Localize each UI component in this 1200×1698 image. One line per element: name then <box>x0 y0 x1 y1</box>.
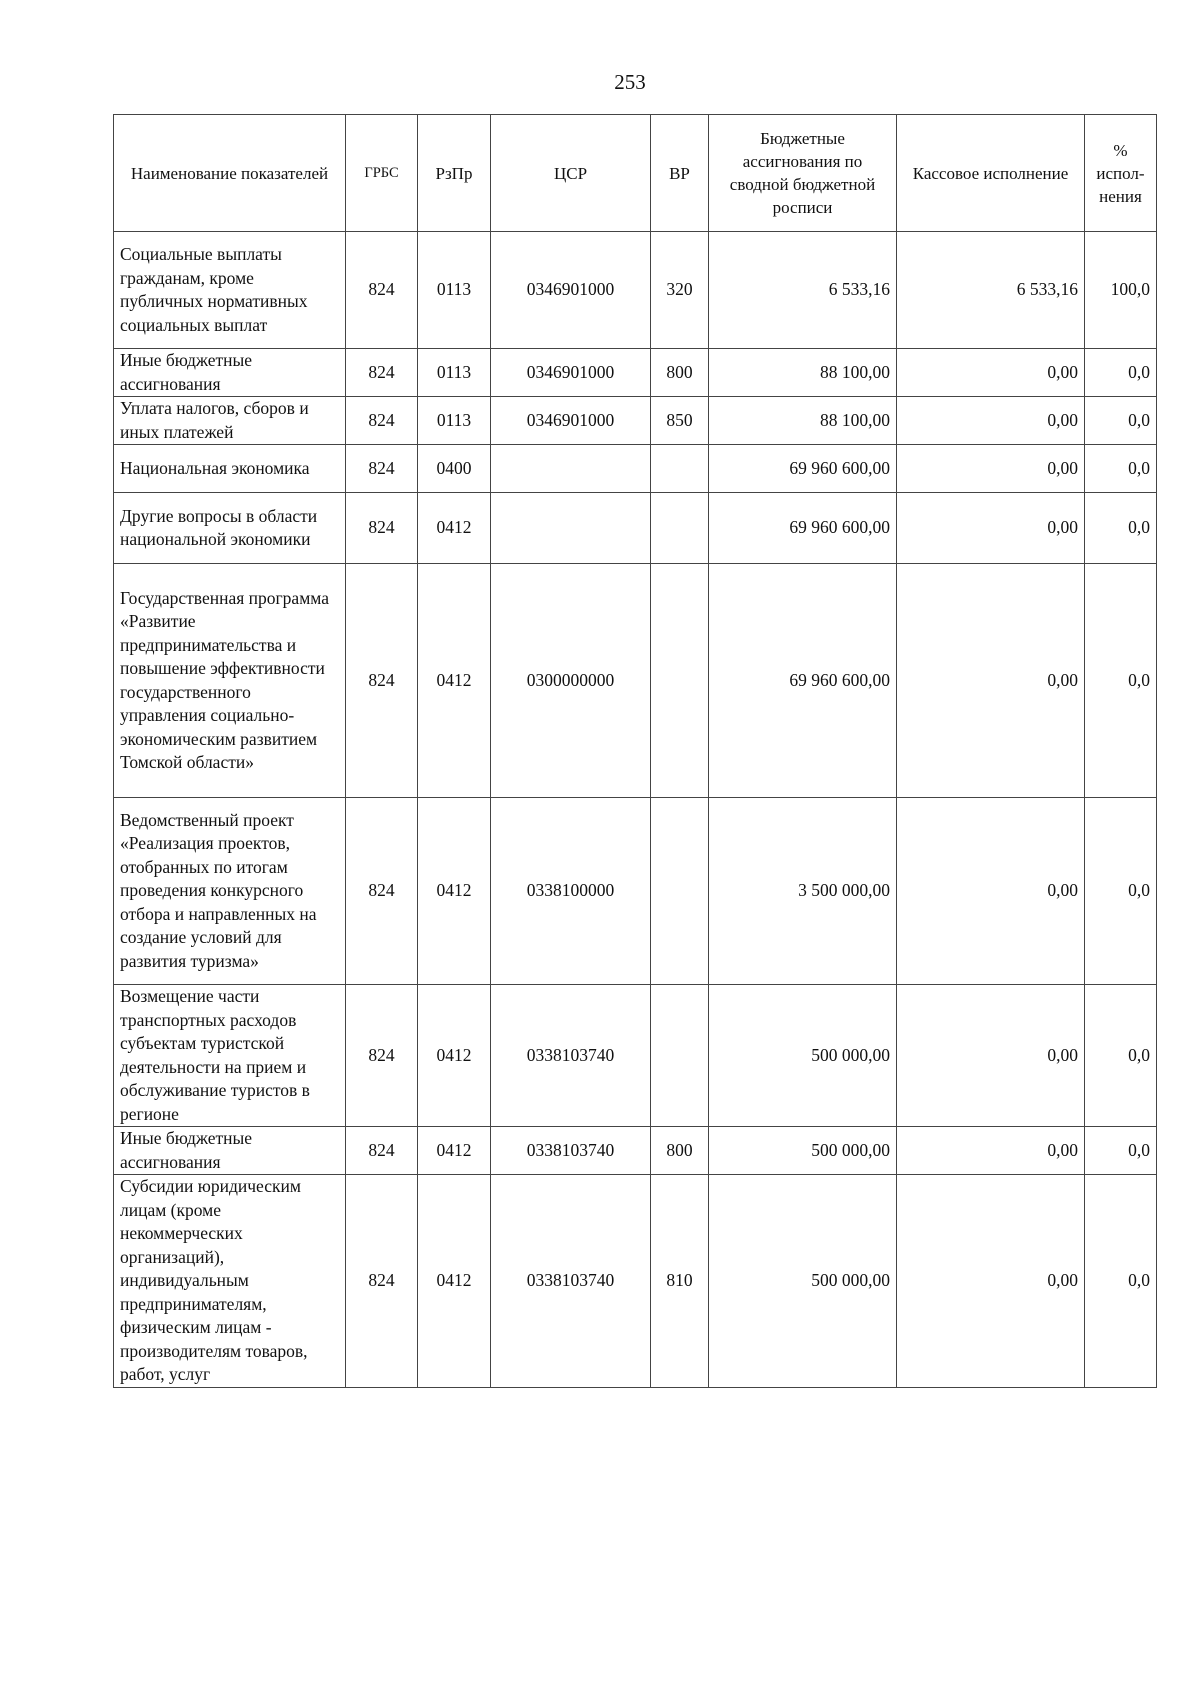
table-row <box>114 232 1157 349</box>
row-vr: 810 <box>651 1175 709 1388</box>
row-rzpr: 0113 <box>418 349 491 397</box>
row-cash-execution: 0,00 <box>897 445 1085 493</box>
table-row <box>114 1127 1157 1175</box>
row-rzpr: 0412 <box>418 1127 491 1175</box>
row-assignments: 3 500 000,00 <box>709 798 897 985</box>
row-csr: 0300000000 <box>491 564 651 798</box>
row-name: Национальная экономика <box>114 445 346 493</box>
row-cash-execution: 0,00 <box>897 493 1085 564</box>
row-name: Иные бюджетные ассигнования <box>114 1127 346 1175</box>
row-assignments: 69 960 600,00 <box>709 445 897 493</box>
row-csr: 0346901000 <box>491 232 651 349</box>
row-name: Уплата налогов, сборов и иных платежей <box>114 397 346 445</box>
row-assignments: 6 533,16 <box>709 232 897 349</box>
row-vr: 850 <box>651 397 709 445</box>
row-cash-execution: 6 533,16 <box>897 232 1085 349</box>
row-vr: 800 <box>651 349 709 397</box>
row-grbs: 824 <box>346 798 418 985</box>
table-header-row <box>114 115 1157 232</box>
row-grbs: 824 <box>346 1175 418 1388</box>
row-vr <box>651 445 709 493</box>
row-percent: 0,0 <box>1085 564 1157 798</box>
row-percent: 0,0 <box>1085 1175 1157 1388</box>
row-vr <box>651 493 709 564</box>
column-header-percent: % испол-нения <box>1085 115 1157 232</box>
row-rzpr: 0412 <box>418 493 491 564</box>
row-grbs: 824 <box>346 349 418 397</box>
column-header-vr: ВР <box>651 115 709 232</box>
table-row <box>114 493 1157 564</box>
table-row <box>114 1175 1157 1388</box>
row-csr <box>491 445 651 493</box>
row-cash-execution: 0,00 <box>897 985 1085 1127</box>
row-percent: 0,0 <box>1085 349 1157 397</box>
row-csr: 0346901000 <box>491 397 651 445</box>
row-csr <box>491 493 651 564</box>
row-rzpr: 0412 <box>418 798 491 985</box>
row-name: Иные бюджетные ассигнования <box>114 349 346 397</box>
row-assignments: 88 100,00 <box>709 349 897 397</box>
table-row <box>114 445 1157 493</box>
row-csr: 0338103740 <box>491 1127 651 1175</box>
row-grbs: 824 <box>346 493 418 564</box>
row-vr <box>651 798 709 985</box>
budget-execution-table <box>113 114 1157 1388</box>
row-assignments: 69 960 600,00 <box>709 493 897 564</box>
column-header-rzpr: РзПр <box>418 115 491 232</box>
row-percent: 0,0 <box>1085 493 1157 564</box>
table-row <box>114 798 1157 985</box>
row-cash-execution: 0,00 <box>897 397 1085 445</box>
row-cash-execution: 0,00 <box>897 564 1085 798</box>
row-grbs: 824 <box>346 397 418 445</box>
row-cash-execution: 0,00 <box>897 1175 1085 1388</box>
row-percent: 0,0 <box>1085 798 1157 985</box>
row-name: Социальные выплаты гражданам, кроме публичных нормативных социальных выплат <box>114 232 346 349</box>
row-name: Государственная программа «Развитие предпринимательства и повышение эффективности государственного управления социально-экономическим развитием Томской области» <box>114 564 346 798</box>
row-percent: 100,0 <box>1085 232 1157 349</box>
column-header-grbs: ГРБС <box>346 115 418 232</box>
row-assignments: 500 000,00 <box>709 985 897 1127</box>
row-name: Другие вопросы в области национальной экономики <box>114 493 346 564</box>
row-rzpr: 0412 <box>418 564 491 798</box>
row-vr: 800 <box>651 1127 709 1175</box>
table-row <box>114 397 1157 445</box>
column-header-cash-execution: Кассовое исполнение <box>897 115 1085 232</box>
row-grbs: 824 <box>346 445 418 493</box>
row-csr: 0338100000 <box>491 798 651 985</box>
row-csr: 0338103740 <box>491 985 651 1127</box>
row-name: Возмещение части транспортных расходов субъектам туристской деятельности на прием и обслуживание туристов в регионе <box>114 985 346 1127</box>
row-assignments: 500 000,00 <box>709 1175 897 1388</box>
column-header-csr: ЦСР <box>491 115 651 232</box>
row-name: Субсидии юридическим лицам (кроме некоммерческих организаций), индивидуальным предпринимателям, физическим лицам - производителям товаров, работ, услуг <box>114 1175 346 1388</box>
row-rzpr: 0400 <box>418 445 491 493</box>
row-vr: 320 <box>651 232 709 349</box>
row-vr <box>651 985 709 1127</box>
row-percent: 0,0 <box>1085 1127 1157 1175</box>
row-vr <box>651 564 709 798</box>
row-grbs: 824 <box>346 985 418 1127</box>
row-assignments: 500 000,00 <box>709 1127 897 1175</box>
row-rzpr: 0113 <box>418 232 491 349</box>
row-cash-execution: 0,00 <box>897 798 1085 985</box>
row-grbs: 824 <box>346 232 418 349</box>
row-name: Ведомственный проект «Реализация проектов, отобранных по итогам проведения конкурсного отбора и направленных на создание условий для развития туризма» <box>114 798 346 985</box>
table-row <box>114 349 1157 397</box>
table-row <box>114 564 1157 798</box>
row-assignments: 88 100,00 <box>709 397 897 445</box>
row-csr: 0346901000 <box>491 349 651 397</box>
row-percent: 0,0 <box>1085 985 1157 1127</box>
row-percent: 0,0 <box>1085 445 1157 493</box>
row-csr: 0338103740 <box>491 1175 651 1388</box>
column-header-name: Наименование показателей <box>114 115 346 232</box>
row-cash-execution: 0,00 <box>897 349 1085 397</box>
row-grbs: 824 <box>346 1127 418 1175</box>
page-number: 253 <box>614 70 646 94</box>
row-assignments: 69 960 600,00 <box>709 564 897 798</box>
row-rzpr: 0113 <box>418 397 491 445</box>
row-rzpr: 0412 <box>418 985 491 1127</box>
row-percent: 0,0 <box>1085 397 1157 445</box>
column-header-assignments: Бюджетные ассигнования по сводной бюджетной росписи <box>709 115 897 232</box>
row-cash-execution: 0,00 <box>897 1127 1085 1175</box>
row-grbs: 824 <box>346 564 418 798</box>
table-row <box>114 985 1157 1127</box>
row-rzpr: 0412 <box>418 1175 491 1388</box>
